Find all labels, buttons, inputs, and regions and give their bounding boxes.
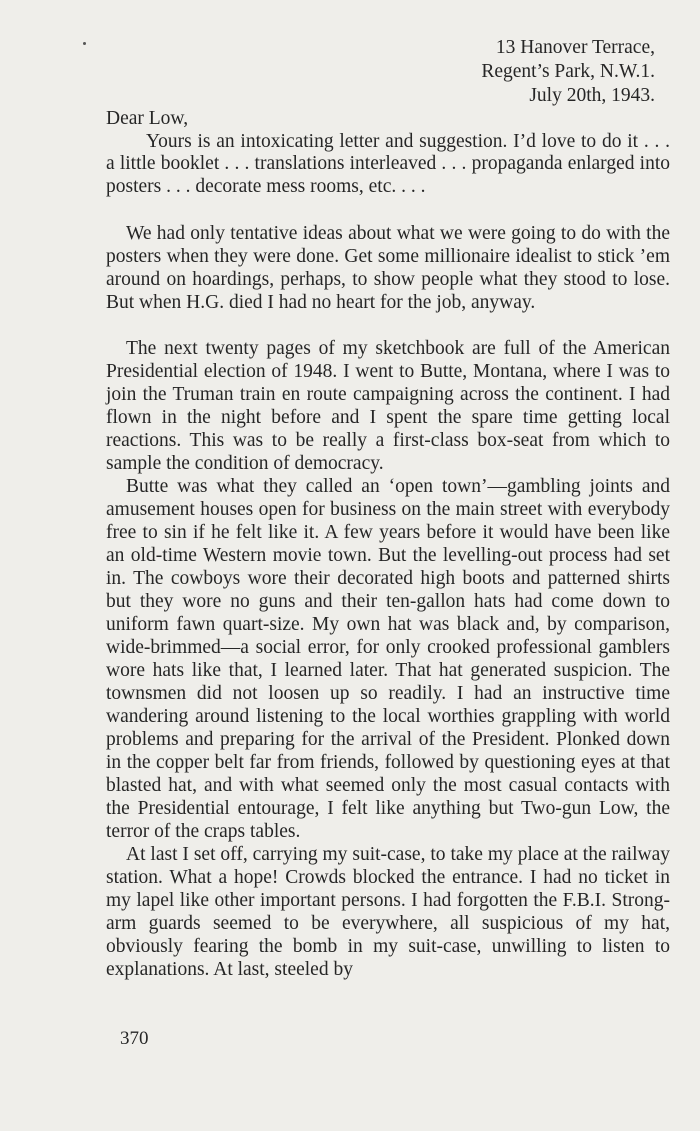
letter-address — [106, 36, 670, 108]
address-line: 13 Hanover Terrace, — [495, 37, 655, 58]
paragraph: At last I set off, carrying my suit-case, to take my place at the railway station. What a hope! Crowds blocked the entrance. I had no ticket in my lapel like other important persons. I had forgotten the F.B.I. Strong-arm guards seemed to be everywhere, all suspicious of my hat, obviously fearing the bomb in my suit-case, unwilling to listen to explanations. At last, steeled by — [106, 844, 670, 980]
letter-salutation: Dear Low, — [106, 108, 189, 129]
speck-mark — [83, 42, 86, 45]
address-line: Regent’s Park, N.W.1. — [481, 61, 655, 82]
body-text — [106, 222, 670, 981]
quoted-letter — [106, 36, 670, 198]
letter-text: Yours is an intoxicating letter and suggestion. I’d love to do it . . . a little booklet . . . translations interleaved . . . propaganda enlarged into posters . . . decorate mess rooms, etc. . . . — [106, 130, 670, 197]
paragraph: The next twenty pages of my sketchbook are full of the American Presidential election of 1948. I went to Butte, Montana, where I was to join the Truman train en route campaigning across the continent. I had flown in the night before and I spent the spare time getting local reactions. This was to be really a first-class box-seat from which to sample the condition of democracy. — [106, 338, 670, 474]
paragraph: We had only tentative ideas about what we were going to do with the posters when they were done. Get some millionaire idealist to stick ’em around on hoardings, perhaps, to show people what they stood to lose. But when H.G. died I had no heart for the job, anyway. — [106, 223, 670, 313]
page-number: 370 — [120, 1028, 149, 1049]
paragraph: Butte was what they called an ‘open town’—gambling joints and amusement houses open for business on the main street with everybody free to sin if he felt like it. A few years before it would have been like an old-time Western movie town. But the levelling-out process had set in. The cowboys wore their decorated high boots and patterned shirts but they wore no guns and their ten-gallon hats had come down to uniform fawn quart-size. My own hat was black and, by comparison, wide-brimmed—a social error, for only crooked professional gamblers wore hats like that, I learned later. That hat generated suspicion. The townsmen did not loosen up so readily. I had an instructive time wandering around listening to the local worthies grappling with world problems and preparing for the arrival of the President. Plonked down in the copper belt far from friends, followed by questioning eyes at that blasted hat, and with what seemed only the most casual contacts with the Presidential entourage, I felt like anything but Two-gun Low, the terror of the craps tables. — [106, 476, 670, 842]
letter-date: July 20th, 1943. — [529, 85, 655, 106]
